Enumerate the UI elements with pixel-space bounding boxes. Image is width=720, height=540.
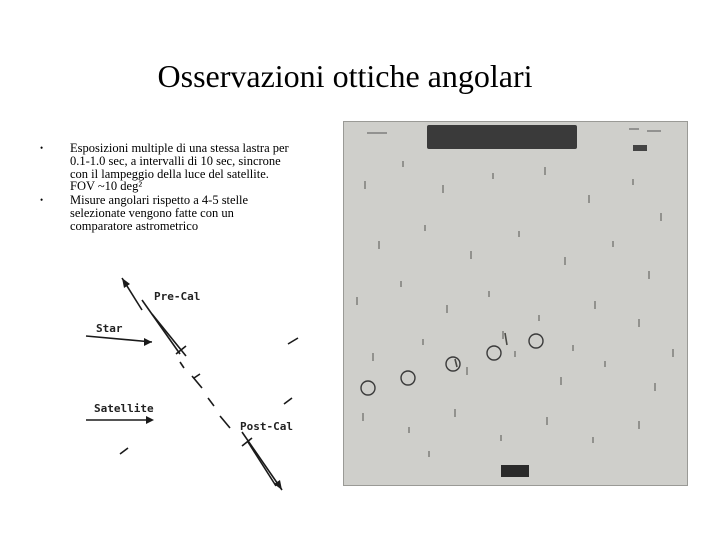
star-label: Star	[96, 322, 123, 335]
pre-cal-arrowhead-icon	[122, 278, 130, 288]
pre-cal-bracket	[142, 300, 180, 354]
satellite-arrowhead-icon	[146, 416, 154, 424]
bullet-line: Esposizioni multiple di una stessa lastra per	[70, 141, 289, 155]
bullet-dot-icon: •	[40, 143, 44, 153]
post-cal-label: Post-Cal	[240, 420, 293, 433]
bullet-list	[40, 142, 330, 234]
bullet-line: comparatore astrometrico	[70, 218, 199, 233]
trail-dot	[180, 362, 184, 368]
trail-diagram	[80, 270, 310, 500]
trail-segment	[192, 376, 202, 388]
bullet-item	[40, 194, 330, 232]
trail-segment	[220, 416, 230, 428]
bullet-line: Misure angolari rispetto a 4-5 stelle	[70, 193, 249, 208]
dash	[288, 338, 298, 344]
dash	[284, 398, 292, 404]
star-arrowhead-icon	[144, 338, 152, 346]
star-arrow-line	[86, 336, 152, 342]
bullet-line: selezionate vengono fatte con un	[70, 205, 234, 220]
bullet-item	[40, 142, 330, 193]
trail-dot	[208, 398, 214, 406]
slide-title: Osservazioni ottiche angolari	[157, 58, 533, 94]
satellite-label: Satellite	[94, 402, 154, 415]
bullet-line: con il lampeggio della luce del satellite.	[70, 166, 269, 181]
pre-cal-label: Pre-Cal	[154, 290, 201, 303]
bullet-dot-icon: •	[40, 195, 44, 206]
dash	[194, 374, 200, 378]
bullet-line: FOV ~10 deg²	[70, 179, 143, 194]
plate-label-bar	[427, 125, 577, 149]
dash	[120, 448, 128, 454]
plate-background	[343, 121, 688, 486]
plate-corner-block	[633, 145, 647, 151]
photographic-plate	[343, 121, 688, 486]
post-cal-bracket	[248, 442, 276, 486]
bullet-line: 0.1-1.0 sec, a intervalli di 10 sec, sincrone	[70, 153, 281, 168]
plate-bottom-marker	[501, 465, 529, 477]
diagram-strokes	[86, 278, 298, 490]
